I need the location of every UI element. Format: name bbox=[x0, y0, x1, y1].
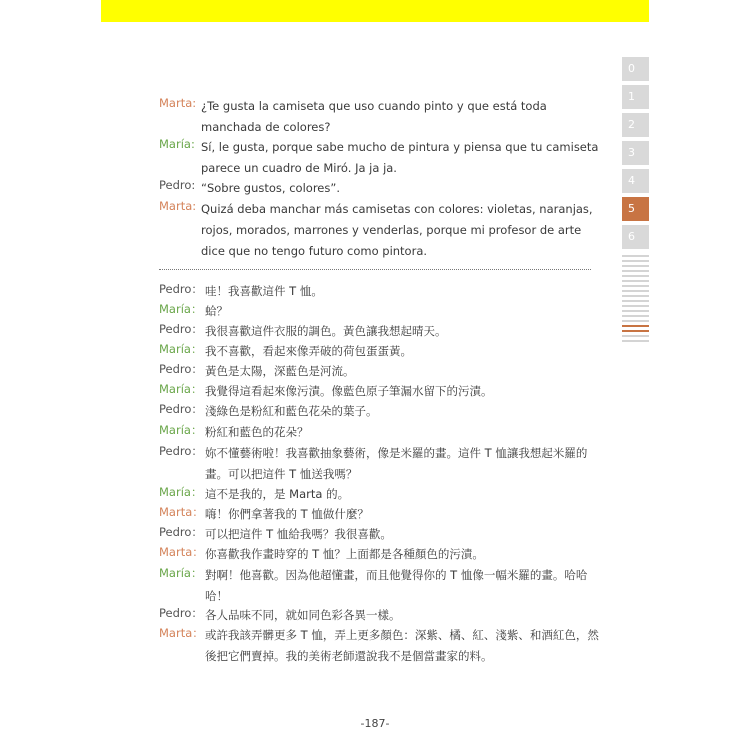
dialogue-text: 我不喜歡，看起來像弄破的荷包蛋蛋黃。 bbox=[205, 344, 412, 358]
dialogue-line bbox=[159, 178, 599, 199]
dialogue-line bbox=[159, 625, 599, 667]
dialogue-line bbox=[159, 281, 599, 302]
speaker-label: Pedro： bbox=[159, 322, 203, 336]
speaker-label: María： bbox=[159, 302, 203, 316]
speaker-label: Pedro： bbox=[159, 282, 203, 296]
dialogue-text: Sí, le gusta, porque sabe mucho de pintura y piensa que tu camiseta parece un cuadro de Miró. Ja ja ja. bbox=[201, 140, 599, 175]
dialogue-line bbox=[159, 137, 599, 179]
dialogue-text: 黃色是太陽，深藍色是河流。 bbox=[205, 364, 355, 378]
dialogue-text: 你喜歡我作畫時穿的 T 恤？上面都是各種顏色的污漬。 bbox=[205, 547, 484, 561]
speaker-label: María： bbox=[159, 566, 203, 580]
chapter-tab-4: 4 bbox=[622, 169, 649, 193]
dialogue-line bbox=[159, 381, 599, 402]
dialogue-text: 或許我該弄髒更多 T 恤，弄上更多顏色：深紫、橘、紅、淺紫、和酒紅色，然後把它們賣掉。我的美術老師還說我不是個當畫家的料。 bbox=[205, 628, 599, 663]
chapter-tab-6: 6 bbox=[622, 225, 649, 249]
dialogue-line bbox=[159, 504, 599, 525]
speaker-label: María: bbox=[159, 137, 195, 151]
chapter-tab-5-active: 5 bbox=[622, 197, 649, 221]
dialogue-line bbox=[159, 443, 599, 485]
speaker-label: Pedro： bbox=[159, 362, 203, 376]
dialogue-line bbox=[159, 422, 599, 443]
dialogue-text: 淺綠色是粉紅和藍色花朵的葉子。 bbox=[205, 404, 378, 418]
speaker-label: Pedro： bbox=[159, 402, 203, 416]
dialogue-line bbox=[159, 484, 599, 505]
dialogue-text: 粉紅和藍色的花朵？ bbox=[205, 425, 309, 439]
header-color-bar bbox=[101, 0, 649, 22]
speaker-label: María： bbox=[159, 342, 203, 356]
dialogue-text: 嗨！你們拿著我的 T 恤做什麼？ bbox=[205, 507, 369, 521]
speaker-label: María： bbox=[159, 423, 203, 437]
speaker-label: Marta： bbox=[159, 626, 204, 640]
chapter-tab-2: 2 bbox=[622, 113, 649, 137]
dialogue-text: 這不是我的，是 Marta 的。 bbox=[205, 487, 350, 501]
dialogue-text: 哇！我喜歡這件 T 恤。 bbox=[205, 284, 323, 298]
dialogue-line bbox=[159, 341, 599, 362]
dialogue-text: 我很喜歡這件衣服的調色。黃色讓我想起晴天。 bbox=[205, 324, 447, 338]
dialogue-text: 對啊！他喜歡。因為他超懂畫，而且他覺得你的 T 恤像一幅米羅的畫。哈哈哈！ bbox=[205, 568, 588, 603]
dialogue-text: “Sobre gustos, colores”. bbox=[201, 181, 340, 195]
dialogue-line bbox=[159, 401, 599, 422]
chapter-tab-3: 3 bbox=[622, 141, 649, 165]
dialogue-text: 各人品味不同，就如同色彩各異一樣。 bbox=[205, 608, 401, 622]
dialogue-text: Quizá deba manchar más camisetas con colores: violetas, naranjas, rojos, morados, marrones y venderlas, porque mi profesor de arte dice que no tengo futuro como pintora. bbox=[201, 202, 593, 258]
dialogue-text: 我覺得這看起來像污漬。像藍色原子筆漏水留下的污漬。 bbox=[205, 384, 493, 398]
chapter-tab-1: 1 bbox=[622, 85, 649, 109]
page-number: -187- bbox=[360, 717, 390, 730]
chapter-tab-0: 0 bbox=[622, 57, 649, 81]
speaker-label: María： bbox=[159, 382, 203, 396]
speaker-label: María： bbox=[159, 485, 203, 499]
chapter-progress-stripes bbox=[622, 255, 649, 342]
chapter-index-tabs bbox=[622, 57, 649, 345]
speaker-label: Pedro： bbox=[159, 444, 203, 458]
speaker-label: Marta： bbox=[159, 545, 204, 559]
speaker-label: Pedro： bbox=[159, 606, 203, 620]
dialogue-text: 妳不懂藝術啦！我喜歡抽象藝術，像是米羅的畫。這件 T 恤讓我想起米羅的畫。可以把這件 T 恤送我嗎？ bbox=[205, 446, 588, 481]
dialogue-line bbox=[159, 544, 599, 565]
dialogue-text: 可以把這件 T 恤給我嗎？我很喜歡。 bbox=[205, 527, 392, 541]
dialogue-line bbox=[159, 321, 599, 342]
dialogue-line bbox=[159, 361, 599, 382]
dialogue-line bbox=[159, 565, 599, 607]
dialogue-line bbox=[159, 524, 599, 545]
speaker-label: Marta: bbox=[159, 96, 197, 110]
speaker-label: Marta: bbox=[159, 199, 197, 213]
speaker-label: Marta： bbox=[159, 505, 204, 519]
dialogue-line bbox=[159, 96, 599, 138]
speaker-label: Pedro： bbox=[159, 525, 203, 539]
section-divider bbox=[159, 269, 591, 270]
speaker-label: Pedro: bbox=[159, 178, 196, 192]
dialogue-line bbox=[159, 301, 599, 322]
dialogue-line bbox=[159, 199, 599, 262]
dialogue-text: ¿Te gusta la camiseta que uso cuando pinto y que está toda manchada de colores? bbox=[201, 99, 547, 134]
dialogue-line bbox=[159, 605, 599, 626]
dialogue-text: 蛤？ bbox=[205, 304, 228, 318]
